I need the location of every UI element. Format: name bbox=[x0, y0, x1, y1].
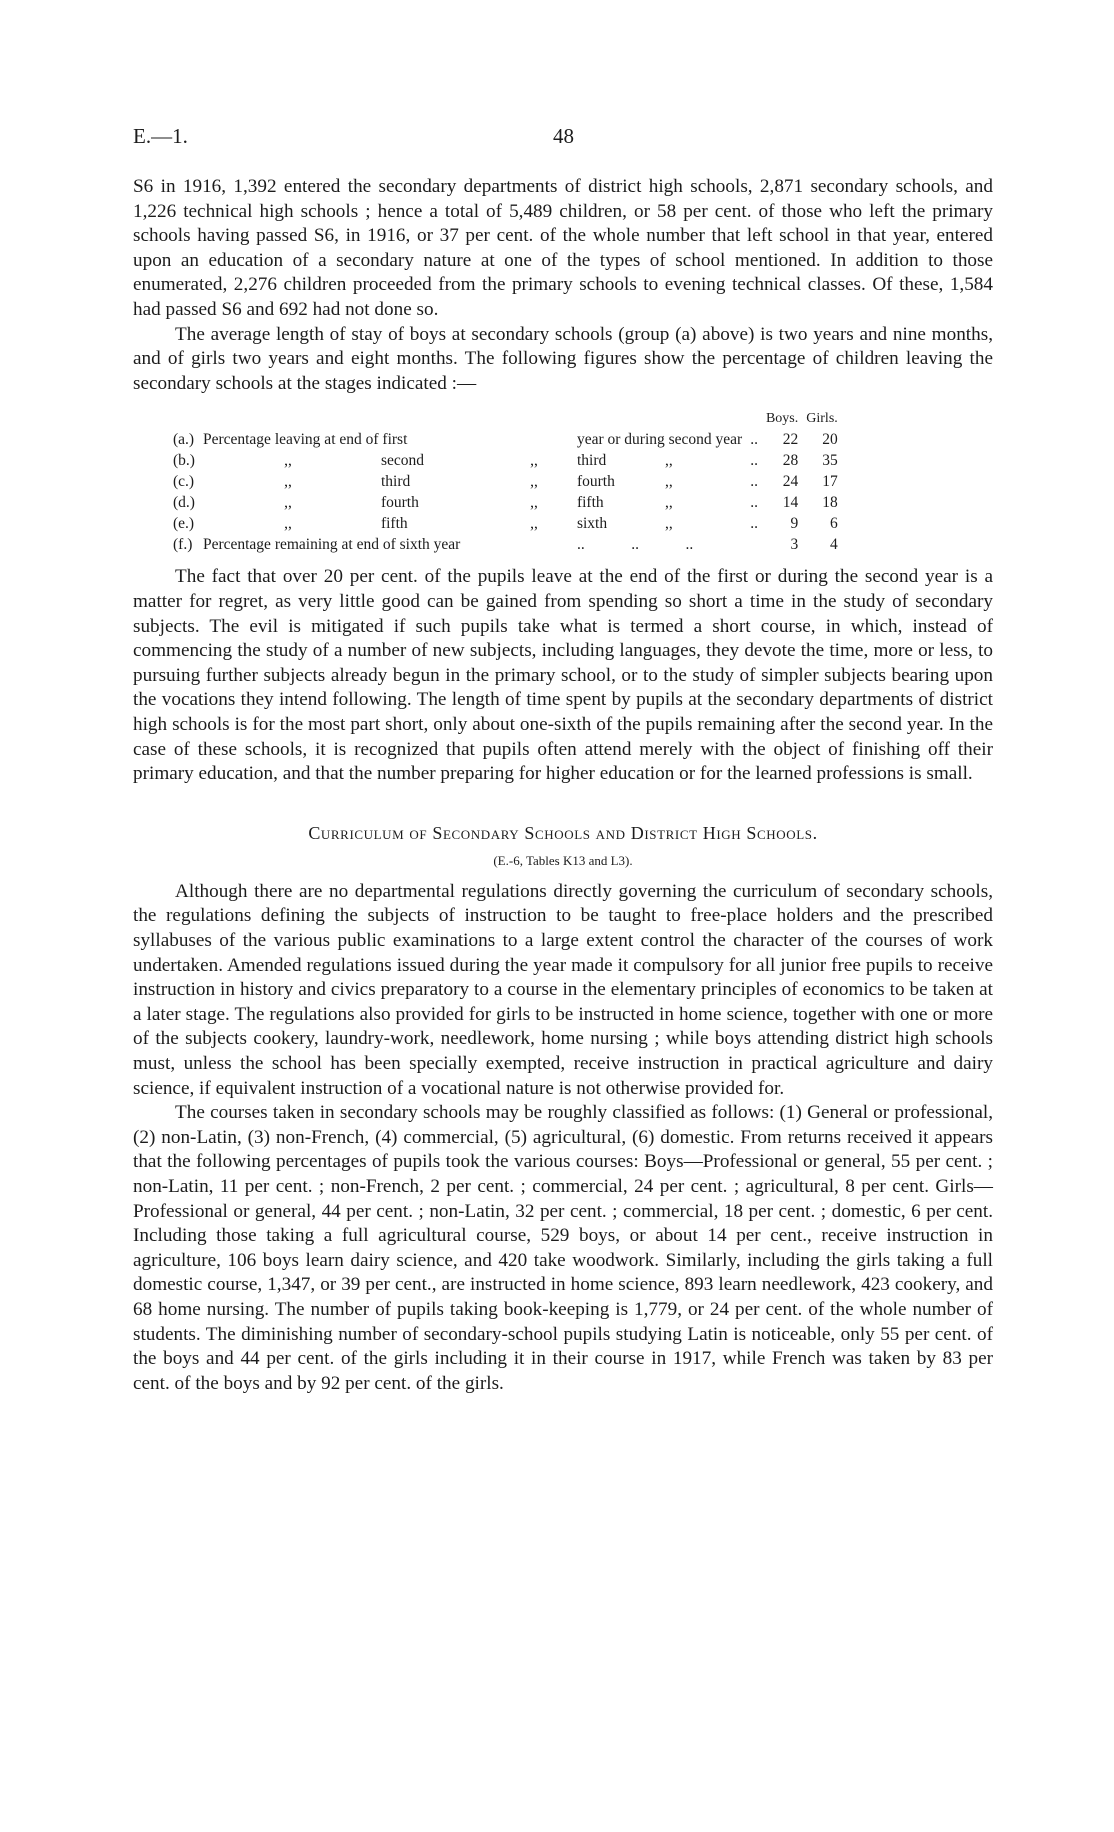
boys-value: 28 bbox=[782, 452, 799, 470]
section-heading: Curriculum of Secondary Schools and District High Schools. bbox=[308, 822, 818, 843]
ditto-mark: ,, bbox=[284, 452, 292, 470]
leader-dots: .. bbox=[750, 473, 758, 491]
ditto-mark: ,, bbox=[284, 473, 292, 491]
ditto-mark: ,, bbox=[664, 494, 673, 512]
ditto-mark: ,, bbox=[530, 452, 538, 470]
table-row bbox=[169, 450, 842, 471]
row-ordinal: fourth bbox=[380, 494, 419, 512]
boys-value: 22 bbox=[782, 431, 799, 449]
paragraph: The average length of stay of boys at secondary schools (group (a) above) is two years and nine months, and of girls two years and eight months. The following figures show the percentage of children leaving the secondary schools at the stages indicated :— bbox=[133, 323, 993, 394]
leader-dots: .. bbox=[750, 515, 758, 533]
girls-value: 18 bbox=[822, 494, 838, 512]
table-row bbox=[169, 471, 842, 492]
row-label: (c.) bbox=[173, 473, 195, 491]
leaving-stages-table bbox=[169, 408, 842, 555]
column-header-boys: Boys. bbox=[765, 411, 799, 427]
leader-dots: .. .. .. bbox=[576, 536, 694, 554]
ditto-mark: ,, bbox=[530, 494, 538, 512]
row-ordinal: fourth bbox=[576, 473, 615, 491]
paragraph: The fact that over 20 per cent. of the pupils leave at the end of the first or during the second year is a matter for regret, as very little good can be gained from spending so short a time in the study of secondary subjects. The evil is mitigated if such pupils take what is termed a short course, in which, instead of commencing the study of a number of new subjects, including languages, they devote the time, more or less, to pursuing further subjects already begun in the primary school, or to the study of simpler subjects bearing upon the vocations they intend following. The length of time spent by pupils at the secondary departments of district high schools is for the most part short, only about one-sixth of the pupils remaining after the second year. In the case of these schools, it is recognized that pupils often attend merely with the object of finishing off their primary education, and that the number preparing for higher education or for the learned professions is small. bbox=[133, 566, 993, 785]
girls-value: 20 bbox=[822, 431, 838, 449]
row-label: (f.) bbox=[173, 536, 193, 554]
row-description: year or during second year bbox=[576, 431, 743, 449]
table-row bbox=[169, 429, 842, 450]
girls-value: 17 bbox=[822, 473, 838, 491]
page-number: 48 bbox=[553, 124, 574, 148]
row-ordinal: sixth bbox=[576, 515, 608, 533]
ditto-mark: ,, bbox=[664, 452, 673, 470]
row-label: (a.) bbox=[173, 431, 195, 449]
row-ordinal: third bbox=[380, 473, 411, 491]
ditto-mark: ,, bbox=[284, 515, 292, 533]
girls-value: 35 bbox=[822, 452, 838, 470]
paragraph: S6 in 1916, 1,392 entered the secondary departments of district high schools, 2,871 secondary schools, and 1,226 technical high schools ; hence a total of 5,489 children, or 58 per cent. of those who left the primary schools having passed S6, in 1916, or 37 per cent. of the whole number that left school in that year, entered upon an education of a secondary nature at one of the types of school mentioned. In addition to those enumerated, 2,276 children proceeded from the primary schools to evening technical classes. Of these, 1,584 had passed S6 and 692 had not done so. bbox=[133, 176, 993, 320]
boys-value: 14 bbox=[782, 494, 799, 512]
girls-value: 4 bbox=[830, 536, 838, 554]
ditto-mark: ,, bbox=[284, 494, 292, 512]
section-reference: (E.-6, Tables K13 and L3). bbox=[493, 853, 633, 869]
document-code: E.—1. bbox=[133, 124, 188, 148]
table-row bbox=[169, 513, 842, 534]
table-row bbox=[169, 534, 842, 555]
column-header-girls: Girls. bbox=[806, 411, 838, 427]
row-label: (b.) bbox=[173, 452, 195, 470]
body-text bbox=[133, 175, 993, 1396]
boys-value: 24 bbox=[782, 473, 799, 491]
girls-value: 6 bbox=[830, 515, 838, 533]
row-ordinal: second bbox=[380, 452, 424, 470]
leader-dots: .. bbox=[750, 452, 758, 470]
paragraph: Although there are no departmental regulations directly governing the curriculum of secondary schools, the regulations defining the subjects of instruction to be taught to free-place holders and the prescribed syllabuses of the various public examinations to a large extent control the character of the courses of work undertaken. Amended regulations issued during the year made it compulsory for all junior free pupils to receive instruction in history and civics preparatory to a course in the elementary principles of economics to be taken at a later stage. The regulations also provided for girls to be instructed in home science, together with one or more of the subjects cookery, laundry-work, needlework, home nursing ; while boys attending district high schools must, unless the school has been specially exempted, receive instruction in practical agriculture and dairy science, if equivalent instruction of a vocational nature is not otherwise provided for. bbox=[133, 880, 993, 1099]
table-row bbox=[169, 492, 842, 513]
table-header-row bbox=[169, 408, 842, 429]
ditto-mark: ,, bbox=[664, 515, 673, 533]
row-label: (e.) bbox=[173, 515, 195, 533]
ditto-mark: ,, bbox=[530, 473, 538, 491]
row-ordinal: fifth bbox=[576, 494, 604, 512]
row-description: Percentage remaining at end of sixth year bbox=[202, 536, 461, 554]
row-description: Percentage leaving at end of first bbox=[202, 431, 408, 449]
paragraph: The courses taken in secondary schools may be roughly classified as follows: (1) General or professional, (2) non-Latin, (3) non-French, (4) commercial, (5) agricultural, (6) domestic. From returns received it appears that the following percentages of pupils took the various courses: Boys—Professional or general, 55 per cent. ; non-Latin, 11 per cent. ; non-French, 2 per cent. ; commercial, 24 per cent. ; agricultural, 8 per cent. Girls—Professional or general, 44 per cent. ; non-Latin, 32 per cent. ; commercial, 18 per cent. ; domestic, 6 per cent. Including those taking a full agricultural course, 529 boys, or about 14 per cent., receive instruction in agriculture, 106 boys learn dairy science, and 420 take woodwork. Similarly, including the girls taking a full domestic course, 1,347, or 39 per cent., are instructed in home science, 893 learn needlework, 423 cookery, and 68 home nursing. The number of pupils taking book-keeping is 1,779, or 24 per cent. of the whole number of students. The diminishing number of secondary-school pupils studying Latin is noticeable, only 55 per cent. of the boys and 44 per cent. of the girls including it in their course in 1917, while French was taken by 83 per cent. of the boys and by 92 per cent. of the girls. bbox=[133, 1102, 993, 1394]
row-label: (d.) bbox=[173, 494, 195, 512]
boys-value: 9 bbox=[790, 515, 799, 533]
leader-dots: .. bbox=[750, 431, 758, 449]
leader-dots: .. bbox=[750, 494, 758, 512]
row-ordinal: fifth bbox=[380, 515, 408, 533]
row-ordinal: third bbox=[576, 452, 607, 470]
boys-value: 3 bbox=[790, 536, 799, 554]
ditto-mark: ,, bbox=[530, 515, 538, 533]
page-header bbox=[133, 124, 991, 154]
ditto-mark: ,, bbox=[664, 473, 673, 491]
